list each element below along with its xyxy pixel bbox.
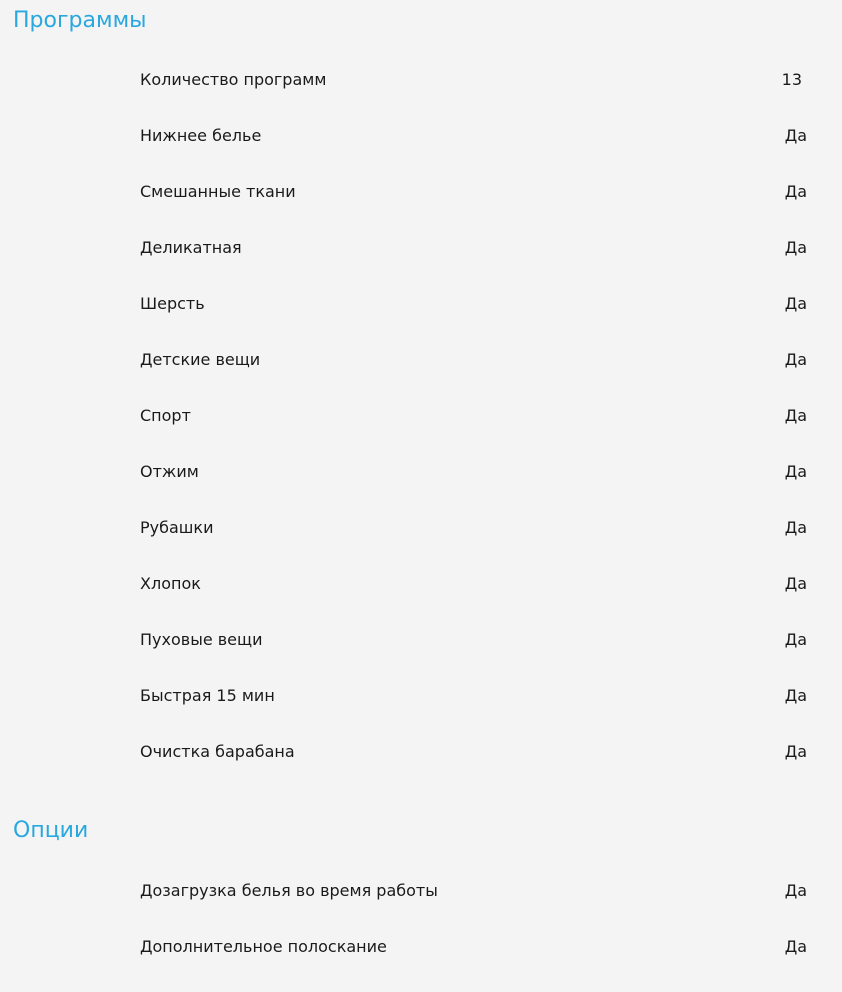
spec-value: Да: [784, 406, 807, 425]
spec-label: Шерсть: [140, 294, 205, 313]
spec-label: Дозагрузка белья во время работы: [140, 881, 438, 900]
options-section-title: Опции: [13, 818, 89, 843]
spec-label: Быстрая 15 мин: [140, 686, 275, 705]
programs-section-title: Программы: [13, 8, 147, 33]
spec-value: Да: [784, 238, 807, 257]
spec-row-cotton: [0, 573, 842, 629]
spec-value: Да: [784, 350, 807, 369]
spec-value: 13: [781, 70, 802, 89]
spec-label: Дополнительное полоскание: [140, 937, 387, 956]
spec-value: Да: [784, 574, 807, 593]
spec-label: Детские вещи: [140, 350, 261, 369]
spec-label: Хлопок: [140, 574, 201, 593]
spec-value: Да: [784, 937, 807, 956]
spec-value: Да: [784, 182, 807, 201]
spec-value: Да: [784, 630, 807, 649]
spec-row-quick-15: [0, 685, 842, 741]
spec-row-sport: [0, 405, 842, 461]
spec-row-wool: [0, 293, 842, 349]
spec-row-shirts: [0, 517, 842, 573]
spec-label: Деликатная: [140, 238, 242, 257]
spec-value: Да: [784, 686, 807, 705]
spec-value: Да: [784, 294, 807, 313]
options-spec-list: [0, 880, 842, 992]
spec-label: Рубашки: [140, 518, 214, 537]
spec-row-add-laundry: [0, 880, 842, 936]
programs-spec-list: [0, 69, 842, 797]
spec-row-underwear: [0, 125, 842, 181]
spec-row-drum-clean: [0, 741, 842, 797]
spec-value: Да: [784, 518, 807, 537]
spec-label: Нижнее белье: [140, 126, 262, 145]
spec-value: Да: [784, 126, 807, 145]
spec-row-program-count: [0, 69, 842, 125]
spec-value: Да: [784, 742, 807, 761]
spec-row-spin: [0, 461, 842, 517]
spec-value: Да: [784, 462, 807, 481]
spec-row-baby-clothes: [0, 349, 842, 405]
spec-label: Отжим: [140, 462, 199, 481]
spec-label: Очистка барабана: [140, 742, 295, 761]
spec-row-delicate: [0, 237, 842, 293]
spec-row-extra-rinse: [0, 936, 842, 992]
spec-label: Спорт: [140, 406, 191, 425]
spec-value: Да: [784, 881, 807, 900]
spec-label: Количество программ: [140, 70, 327, 89]
spec-label: Пуховые вещи: [140, 630, 263, 649]
spec-label: Смешанные ткани: [140, 182, 296, 201]
spec-row-down-items: [0, 629, 842, 685]
spec-row-mixed-fabrics: [0, 181, 842, 237]
